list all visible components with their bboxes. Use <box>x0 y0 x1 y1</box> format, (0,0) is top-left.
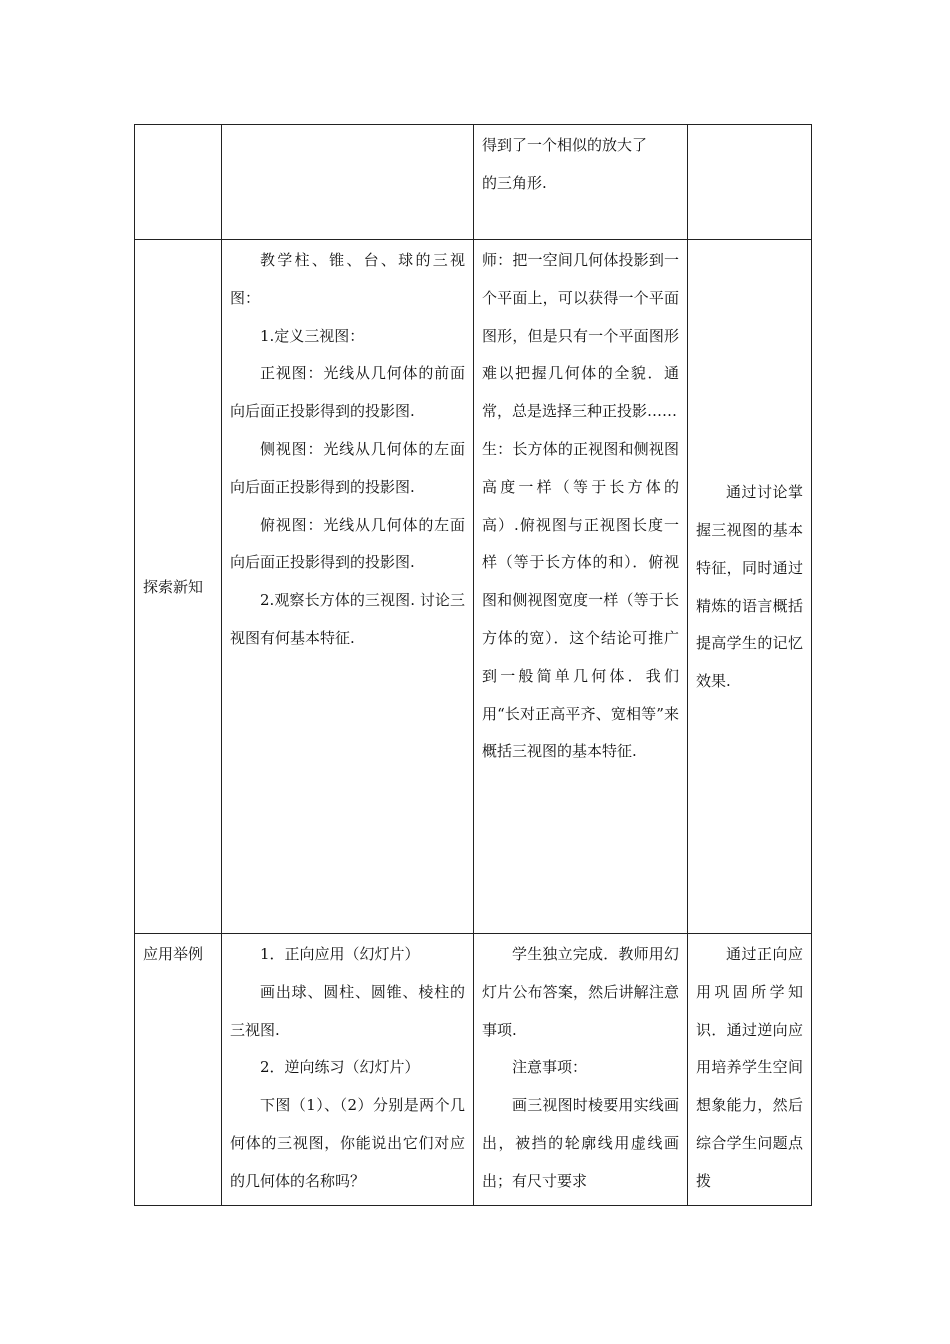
row2-col4 <box>688 240 812 934</box>
row3-col2-p2: 画出球、圆柱、圆锥、棱柱的三视图. <box>230 982 465 1039</box>
row3-col3 <box>474 934 688 1206</box>
row1-col4 <box>688 125 812 240</box>
row2-col2-p1: 教学柱、锥、台、球的三视图： <box>230 251 465 307</box>
table-row <box>135 240 812 934</box>
row1-col3 <box>474 125 688 240</box>
table-row <box>135 125 812 240</box>
row3-label-cell <box>135 934 222 1206</box>
row2-col2-p6: 2.观察长方体的三视图. 讨论三视图有何基本特征. <box>230 591 465 647</box>
row1-col3-line1: 得到了一个相似的放大了 <box>482 136 648 154</box>
row2-col2 <box>222 240 474 934</box>
row3-col2-p4: 下图（1）、（2）分别是两个几何体的三视图，你能说出它们对应的几何体的名称吗？ <box>230 1096 465 1190</box>
row3-col2-p1: 1．正向应用（幻灯片） <box>260 945 420 963</box>
row3-col2-p3: 2．逆向练习（幻灯片） <box>260 1058 420 1077</box>
row2-col2-p2: 1.定义三视图： <box>260 326 365 345</box>
row1-col3-line2: 的三角形. <box>482 173 547 192</box>
row2-col3 <box>474 240 688 934</box>
lesson-plan-table <box>134 124 812 1206</box>
section-label-explore: 探索新知 <box>143 577 204 596</box>
row1-col1 <box>135 125 222 240</box>
row3-col3-p1: 学生独立完成．教师用幻灯片公布答案，然后讲解注意事项. <box>482 945 679 1039</box>
row2-col4-text: 通过讨论掌握三视图的基本特征，同时通过精炼的语言概括提高学生的记忆效果. <box>696 483 803 691</box>
table-row <box>135 934 812 1206</box>
section-label-apply: 应用举例 <box>143 945 204 963</box>
row3-col4 <box>688 934 812 1206</box>
row2-label-cell <box>135 240 222 934</box>
row3-col3-p2: 注意事项： <box>512 1058 588 1077</box>
row2-col3-p2: 生：长方体的正视图和侧视图高度一样（等于长方体的高）.俯视图与正视图长度一样（等于长方体的和）．俯视图和侧视图宽度一样（等于长方体的宽）．这个结论可推广到一般简单几何体．我们用“长对正高平齐、宽相等”来概括三视图的基本特征. <box>482 439 679 761</box>
row2-col2-p5: 俯视图：光线从几何体的左面向后面正投影得到的投影图. <box>230 515 465 572</box>
row2-col2-p4: 侧视图：光线从几何体的左面向后面正投影得到的投影图. <box>230 439 465 496</box>
row2-col2-p3: 正视图：光线从几何体的前面向后面正投影得到的投影图. <box>230 364 465 421</box>
row3-col4-text: 通过正向应用巩固所学知识．通过逆向应用培养学生空间想象能力，然后综合学生问题点拨 <box>696 945 803 1190</box>
row1-col2 <box>222 125 474 240</box>
row3-col3-p3: 画三视图时棱要用实线画出，被挡的轮廓线用虚线画出；有尺寸要求 <box>482 1096 679 1190</box>
row3-col2 <box>222 934 474 1206</box>
row2-col3-p1: 师：把一空间几何体投影到一个平面上，可以获得一个平面图形，但是只有一个平面图形难以把握几何体的全貌．通常，总是选择三种正投影…… <box>482 251 679 421</box>
